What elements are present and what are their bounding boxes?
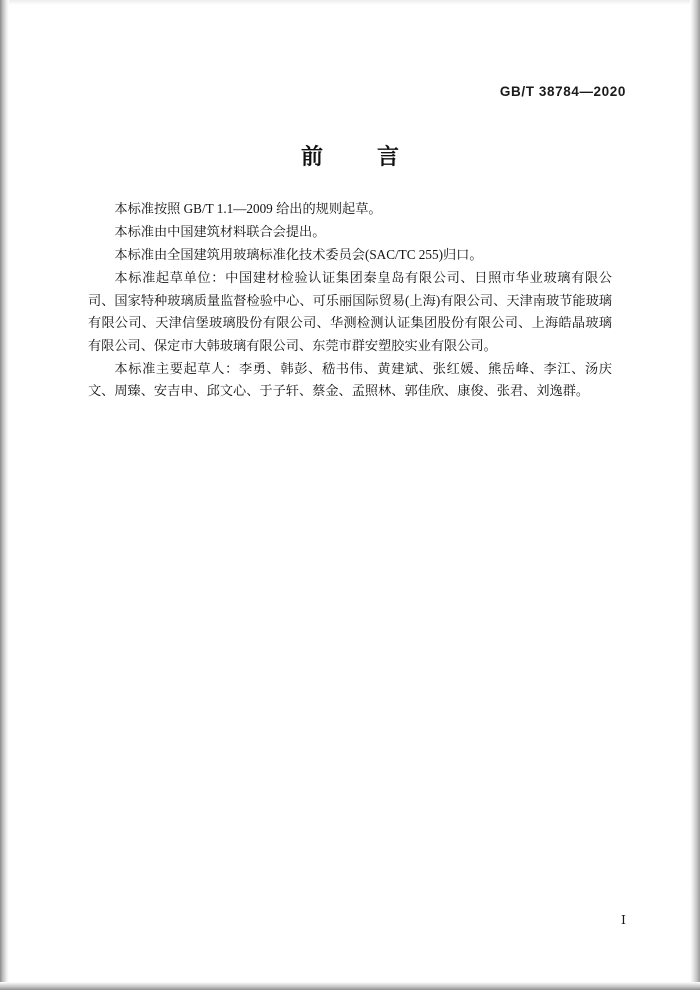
foreword-body — [88, 198, 612, 403]
scan-edge-top — [0, 0, 700, 5]
page-number: Ⅰ — [621, 913, 626, 927]
paragraph: 本标准主要起草人：李勇、韩彭、嵇书伟、黄建斌、张红媛、熊岳峰、李江、汤庆文、周臻、安吉申、邱文心、于子轩、蔡金、孟照林、郭佳欣、康俊、张君、刘逸群。 — [88, 360, 612, 398]
paragraph: 本标准按照 GB/T 1.1—2009 给出的规则起草。 — [114, 201, 382, 216]
scan-edge-bottom — [0, 982, 700, 990]
standard-code-header: GB/T 38784—2020 — [499, 84, 626, 99]
paragraph: 本标准起草单位：中国建材检验认证集团秦皇岛有限公司、日照市华业玻璃有限公司、国家特种玻璃质量监督检验中心、可乐丽国际贸易(上海)有限公司、天津南玻节能玻璃有限公司、天津信堡玻璃股份有限公司、华测检测认证集团股份有限公司、上海皓晶玻璃有限公司、保定市大韩玻璃有限公司、东莞市群安塑胶实业有限公司。 — [88, 270, 612, 353]
page-title: 前 言 — [300, 144, 415, 170]
paragraph: 本标准由中国建筑材料联合会提出。 — [114, 224, 326, 239]
paragraph: 本标准由全国建筑用玻璃标准化技术委员会(SAC/TC 255)归口。 — [114, 247, 483, 262]
